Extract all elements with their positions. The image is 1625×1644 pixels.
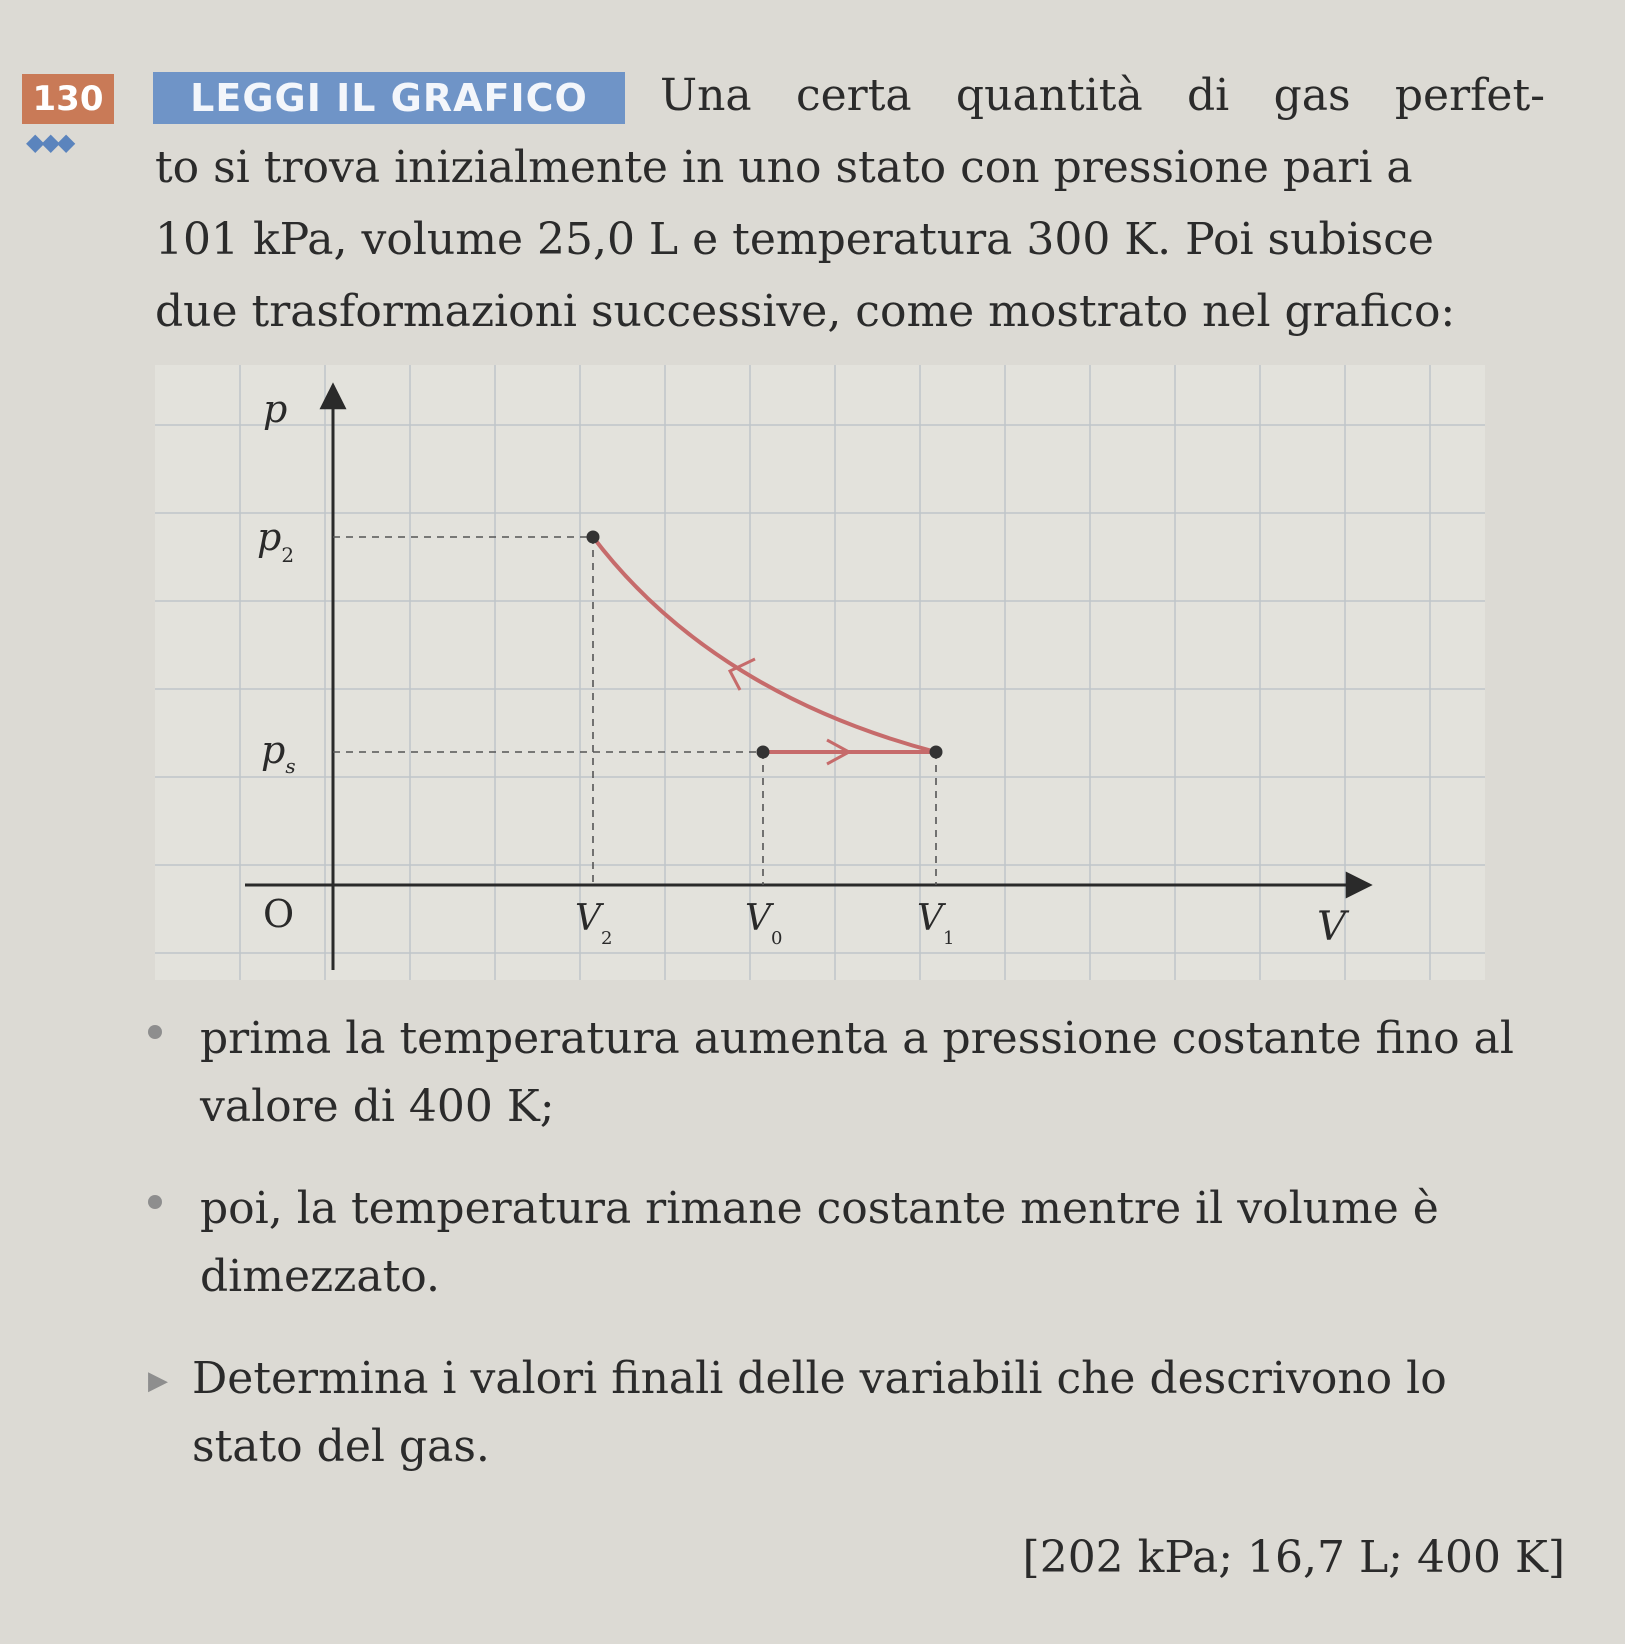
task-text: Determina i valori finali delle variabili che descrivono lo stato del gas. <box>192 1353 1447 1472</box>
bullet-dot-icon <box>148 1195 162 1209</box>
state-point-0 <box>757 746 770 759</box>
exercise-number-badge <box>22 74 114 124</box>
bullet-dot-icon <box>148 1025 162 1039</box>
triangle-pointer-icon: ▶ <box>148 1366 168 1396</box>
difficulty-diamonds-icon: ◆◆◆ <box>26 128 73 156</box>
exercise-number: 130 <box>32 79 104 119</box>
exercise-tag-label: LEGGI IL GRAFICO <box>190 76 588 120</box>
v0-label: $V_0$ <box>745 898 783 949</box>
bullet-item-2 <box>148 1175 1568 1311</box>
bullet-item-1 <box>148 1005 1568 1141</box>
intro-line-3: 101 kPa, volume 25,0 L e temperatura 300 K. Poi subisce <box>155 214 1434 265</box>
state-point-1 <box>930 746 943 759</box>
intro-line-2: to si trova inizialmente in uno stato con pressione pari a <box>155 142 1413 193</box>
exercise-tag <box>153 72 625 124</box>
intro-paragraph <box>155 132 1545 348</box>
state-point-2 <box>587 531 600 544</box>
v-axis-label: V <box>1317 904 1346 950</box>
bullet-text-2: poi, la temperatura rimane costante mentre il volume è dimezzato. <box>200 1183 1439 1302</box>
pv-diagram <box>155 365 1485 980</box>
answer-text: [202 kPa; 16,7 L; 400 K] <box>1022 1532 1565 1583</box>
v2-label: $V_2$ <box>575 898 613 949</box>
ps-label: $p_s$ <box>261 728 296 778</box>
grid-background <box>155 365 1485 980</box>
intro-line-4: due trasformazioni successive, come mostrato nel grafico: <box>155 286 1456 337</box>
intro-line-1: Una certa quantità di gas perfet- <box>660 70 1545 121</box>
origin-label: O <box>263 892 295 936</box>
task-instruction <box>148 1345 1568 1481</box>
p2-label: $p_2$ <box>257 515 295 567</box>
bullet-text-1: prima la temperatura aumenta a pressione costante fino al valore di 400 K; <box>200 1013 1514 1132</box>
v1-label: $V_1$ <box>917 898 955 949</box>
p-axis-label: p <box>263 387 288 431</box>
